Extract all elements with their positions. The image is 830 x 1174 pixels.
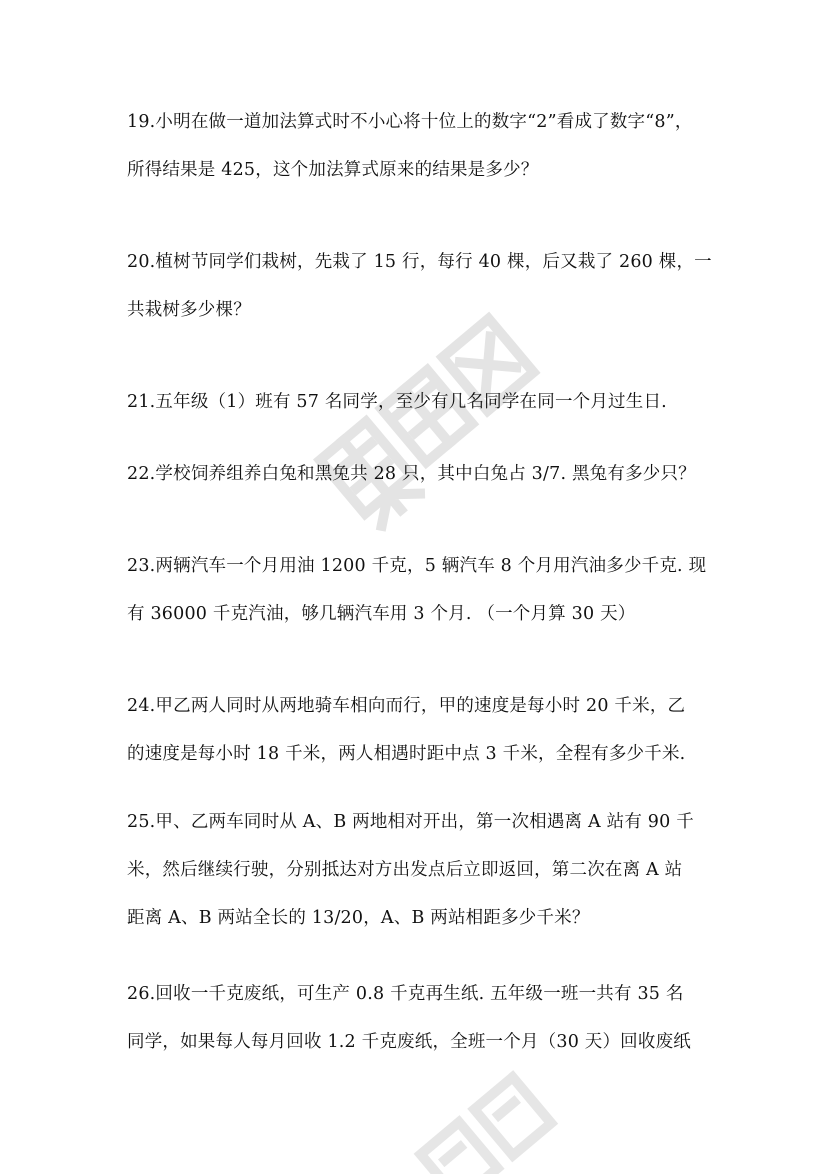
question-line: 26.回收一千克废纸，可生产 0.8 千克再生纸. 五年级一班一共有 35 名 [127, 984, 684, 1004]
question-26 [127, 970, 712, 1066]
question-line: 同学，如果每人每月回收 1.2 千克废纸，全班一个月（30 天）回收废纸 [127, 1032, 691, 1052]
question-line: 19.小明在做一道加法算式时不小心将十位上的数字“2”看成了数字“8”， [127, 112, 693, 132]
question-20 [127, 238, 712, 334]
question-line: 米，然后继续行驶，分别抵达对方出发点后立即返回，第二次在离 A 站 [127, 860, 683, 880]
question-line: 有 36000 千克汽油，够几辆汽车用 3 个月. （一个月算 30 天） [127, 604, 636, 624]
question-line: 21.五年级（1）班有 57 名同学，至少有几名同学在同一个月过生日. [127, 392, 667, 412]
question-line: 的速度是每小时 18 千米，两人相遇时距中点 3 千米，全程有多少千米. [127, 744, 686, 764]
question-22 [127, 450, 712, 498]
question-line: 距离 A、B 两站全长的 13/20，A、B 两站相距多少千米？ [127, 908, 590, 928]
question-line: 共栽树多少棵？ [127, 300, 251, 320]
question-line: 23.两辆汽车一个月用油 1200 千克，5 辆汽车 8 个月用汽油多少千克. 现 [127, 556, 707, 576]
question-24 [127, 682, 712, 778]
question-line: 25.甲、乙两车同时从 A、B 两地相对开出，第一次相遇离 A 站有 90 千 [127, 812, 694, 832]
question-line: 所得结果是 425，这个加法算式原来的结果是多少？ [127, 160, 539, 180]
question-25 [127, 798, 712, 942]
question-21 [127, 378, 712, 426]
question-19 [127, 98, 712, 194]
question-23 [127, 542, 712, 638]
question-line: 22.学校饲养组养白兔和黑兔共 28 只，其中白兔占 3/7. 黑兔有多少只？ [127, 464, 696, 484]
question-line: 24.甲乙两人同时从两地骑车相向而行，甲的速度是每小时 20 千米，乙 [127, 696, 686, 716]
question-line: 20.植树节同学们栽树，先栽了 15 行，每行 40 棵，后又栽了 260 棵，一 [127, 252, 712, 272]
